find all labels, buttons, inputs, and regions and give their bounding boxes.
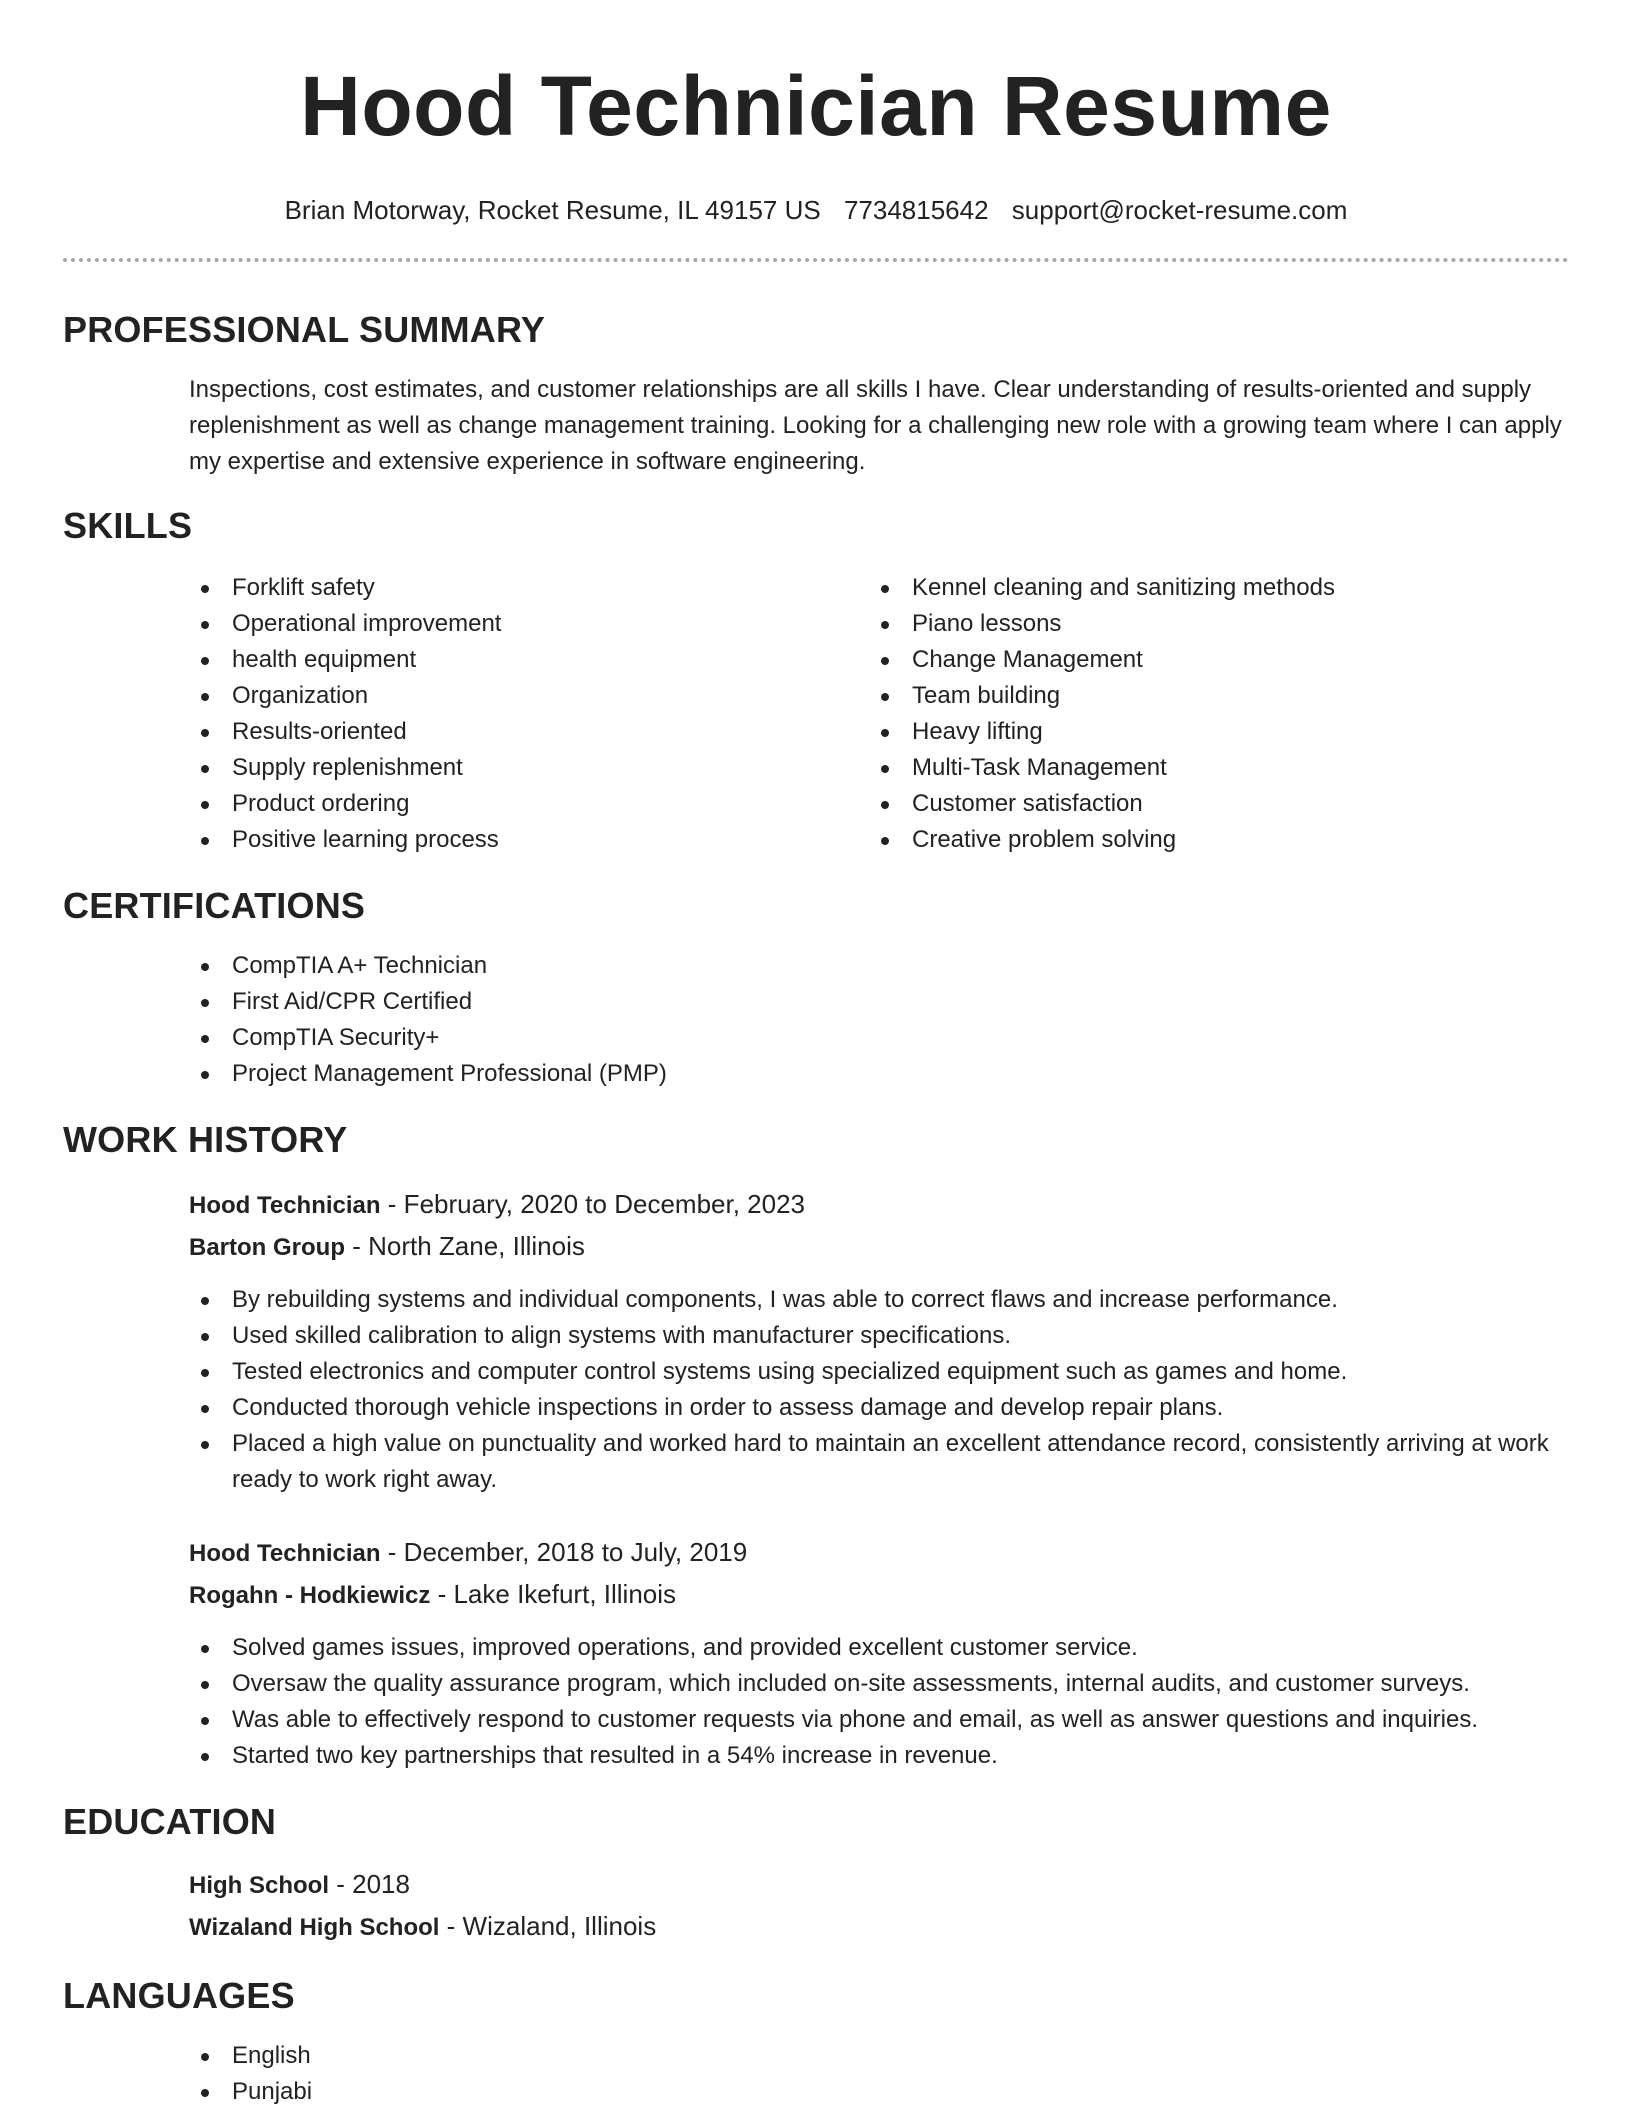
skill-item: Multi-Task Management: [869, 750, 1549, 786]
skill-item: Operational improvement: [189, 606, 869, 642]
job-company-line: [189, 1226, 1569, 1268]
certification-item: First Aid/CPR Certified: [189, 984, 1569, 1020]
skill-item: Organization: [189, 678, 869, 714]
resume-title: Hood Technician Resume: [300, 59, 1332, 153]
contact-phone: 7734815642: [843, 195, 989, 225]
skill-item: health equipment: [189, 642, 869, 678]
job-bullets: [189, 1282, 1569, 1498]
certification-item: Project Management Professional (PMP): [189, 1056, 1569, 1092]
contact-line: [63, 194, 1569, 226]
work-history-heading: WORK HISTORY: [63, 1119, 348, 1160]
skills-right-list: [869, 570, 1549, 858]
education-school-line: [189, 1906, 1569, 1948]
skill-item: Kennel cleaning and sanitizing methods: [869, 570, 1549, 606]
job-company: Rogahn - Hodkiewicz: [189, 1582, 431, 1609]
job-dates: - December, 2018 to July, 2019: [380, 1537, 748, 1567]
certification-item: CompTIA Security+: [189, 1020, 1569, 1056]
education-location: - Wizaland, Illinois: [439, 1911, 657, 1941]
certification-item: CompTIA A+ Technician: [189, 948, 1569, 984]
summary-text: Inspections, cost estimates, and customer relationships are all skills I have. Clear understanding of results-oriented and supply replenishment as well as change management training. Looking for a challenging new role with a growing team where I can apply my expertise and extensive experience in software engineering.: [189, 376, 1562, 475]
skill-item: Heavy lifting: [869, 714, 1549, 750]
skill-item: Supply replenishment: [189, 750, 869, 786]
language-item: English: [189, 2038, 1569, 2074]
job-entry: [189, 1532, 1569, 1774]
job-title: Hood Technician: [189, 1192, 381, 1219]
education-degree: High School: [189, 1872, 329, 1899]
job-location: - Lake Ikefurt, Illinois: [430, 1579, 677, 1609]
job-title: Hood Technician: [189, 1540, 381, 1567]
contact-email: support@rocket-resume.com: [1011, 195, 1348, 225]
education-year: - 2018: [329, 1869, 410, 1899]
skill-item: Product ordering: [189, 786, 869, 822]
skill-item: Forklift safety: [189, 570, 869, 606]
job-bullet: Tested electronics and computer control systems using specialized equipment such as games and home.: [189, 1354, 1569, 1390]
job-location: - North Zane, Illinois: [345, 1231, 585, 1261]
skill-item: Team building: [869, 678, 1549, 714]
job-bullet: By rebuilding systems and individual components, I was able to correct flaws and increase performance.: [189, 1282, 1569, 1318]
skill-item: Change Management: [869, 642, 1549, 678]
job-bullet: Conducted thorough vehicle inspections in order to assess damage and develop repair plans.: [189, 1390, 1569, 1426]
job-company: Barton Group: [189, 1234, 345, 1261]
education-entry: [189, 1864, 1569, 1948]
skill-item: Piano lessons: [869, 606, 1549, 642]
job-bullet: Placed a high value on punctuality and worked hard to maintain an excellent attendance record, consistently arriving at work ready to work right away.: [189, 1426, 1569, 1498]
job-bullet: Solved games issues, improved operations, and provided excellent customer service.: [189, 1630, 1569, 1666]
education-school: Wizaland High School: [189, 1914, 440, 1941]
job-title-line: [189, 1532, 1569, 1574]
skills-left-list: [189, 570, 869, 858]
languages-list: [189, 2038, 1569, 2110]
job-bullet: Was able to effectively respond to customer requests via phone and email, as well as answer questions and inquiries.: [189, 1702, 1569, 1738]
header-divider: [63, 258, 1569, 262]
skills-grid: [189, 570, 1569, 858]
skills-heading: SKILLS: [63, 505, 193, 546]
skill-item: Results-oriented: [189, 714, 869, 750]
job-bullets: [189, 1630, 1569, 1774]
language-item: Punjabi: [189, 2074, 1569, 2110]
languages-heading: LANGUAGES: [63, 1975, 295, 2016]
job-bullet: Used skilled calibration to align systems with manufacturer specifications.: [189, 1318, 1569, 1354]
education-heading: EDUCATION: [63, 1801, 277, 1842]
skill-item: Positive learning process: [189, 822, 869, 858]
contact-address: Brian Motorway, Rocket Resume, IL 49157 US: [284, 195, 821, 225]
skill-item: Creative problem solving: [869, 822, 1549, 858]
job-company-line: [189, 1574, 1569, 1616]
job-bullet: Oversaw the quality assurance program, which included on-site assessments, internal audits, and customer surveys.: [189, 1666, 1569, 1702]
certifications-heading: CERTIFICATIONS: [63, 885, 366, 926]
job-bullet: Started two key partnerships that resulted in a 54% increase in revenue.: [189, 1738, 1569, 1774]
job-dates: - February, 2020 to December, 2023: [380, 1189, 805, 1219]
job-entry: [189, 1184, 1569, 1498]
certifications-list: [189, 948, 1569, 1092]
skill-item: Customer satisfaction: [869, 786, 1549, 822]
education-degree-line: [189, 1864, 1569, 1906]
summary-heading: PROFESSIONAL SUMMARY: [63, 309, 546, 350]
job-title-line: [189, 1184, 1569, 1226]
